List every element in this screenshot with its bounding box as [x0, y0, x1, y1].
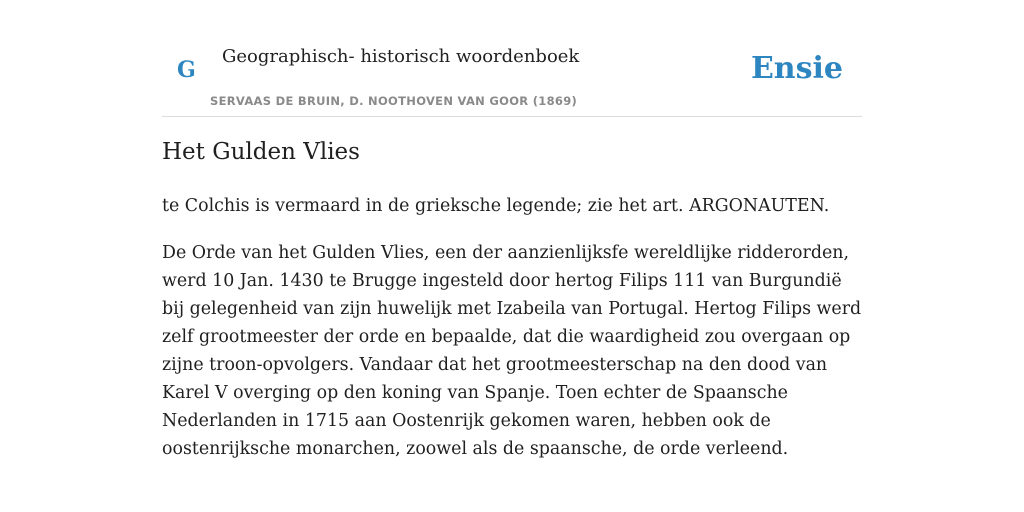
page-content: [162, 0, 862, 459]
book-authors: SERVAAS DE BRUIN, D. NOOTHOVEN VAN GOOR (1869): [210, 94, 578, 108]
book-header: [162, 0, 862, 117]
book-letter-badge[interactable]: G: [177, 57, 196, 83]
book-title-link[interactable]: Geographisch- historisch woordenboek: [222, 46, 580, 67]
entry-title: Het Gulden Vlies: [162, 139, 360, 165]
ensie-logo-link[interactable]: Ensie: [750, 51, 843, 86]
entry-paragraph-1: te Colchis is vermaard in de grieksche legende; zie het art. ARGONAUTEN.: [162, 196, 830, 216]
entry-paragraph-2: De Orde van het Gulden Vlies, een der aanzienlijksfe wereldlijke ridderorden, werd 10 Jan. 1430 te Brugge ingesteld door hertog Filips 111 van Burgundië bij gelegenheid van zijn huwelijk met Izabeila van Portugal. Hertog Filips werd zelf grootmeester der orde en bepaalde, dat die waardigheid zou overgaan op zijne troon-opvolgers. Vandaar dat het grootmeesterschap na den dood van Karel V overging op den koning van Spanje. Toen echter de Spaansche Nederlanden in 1715 aan Oostenrijk gekomen waren, hebben ook de oostenrijksche monarchen, zoowel als de spaansche, de orde verleend.: [162, 243, 862, 459]
